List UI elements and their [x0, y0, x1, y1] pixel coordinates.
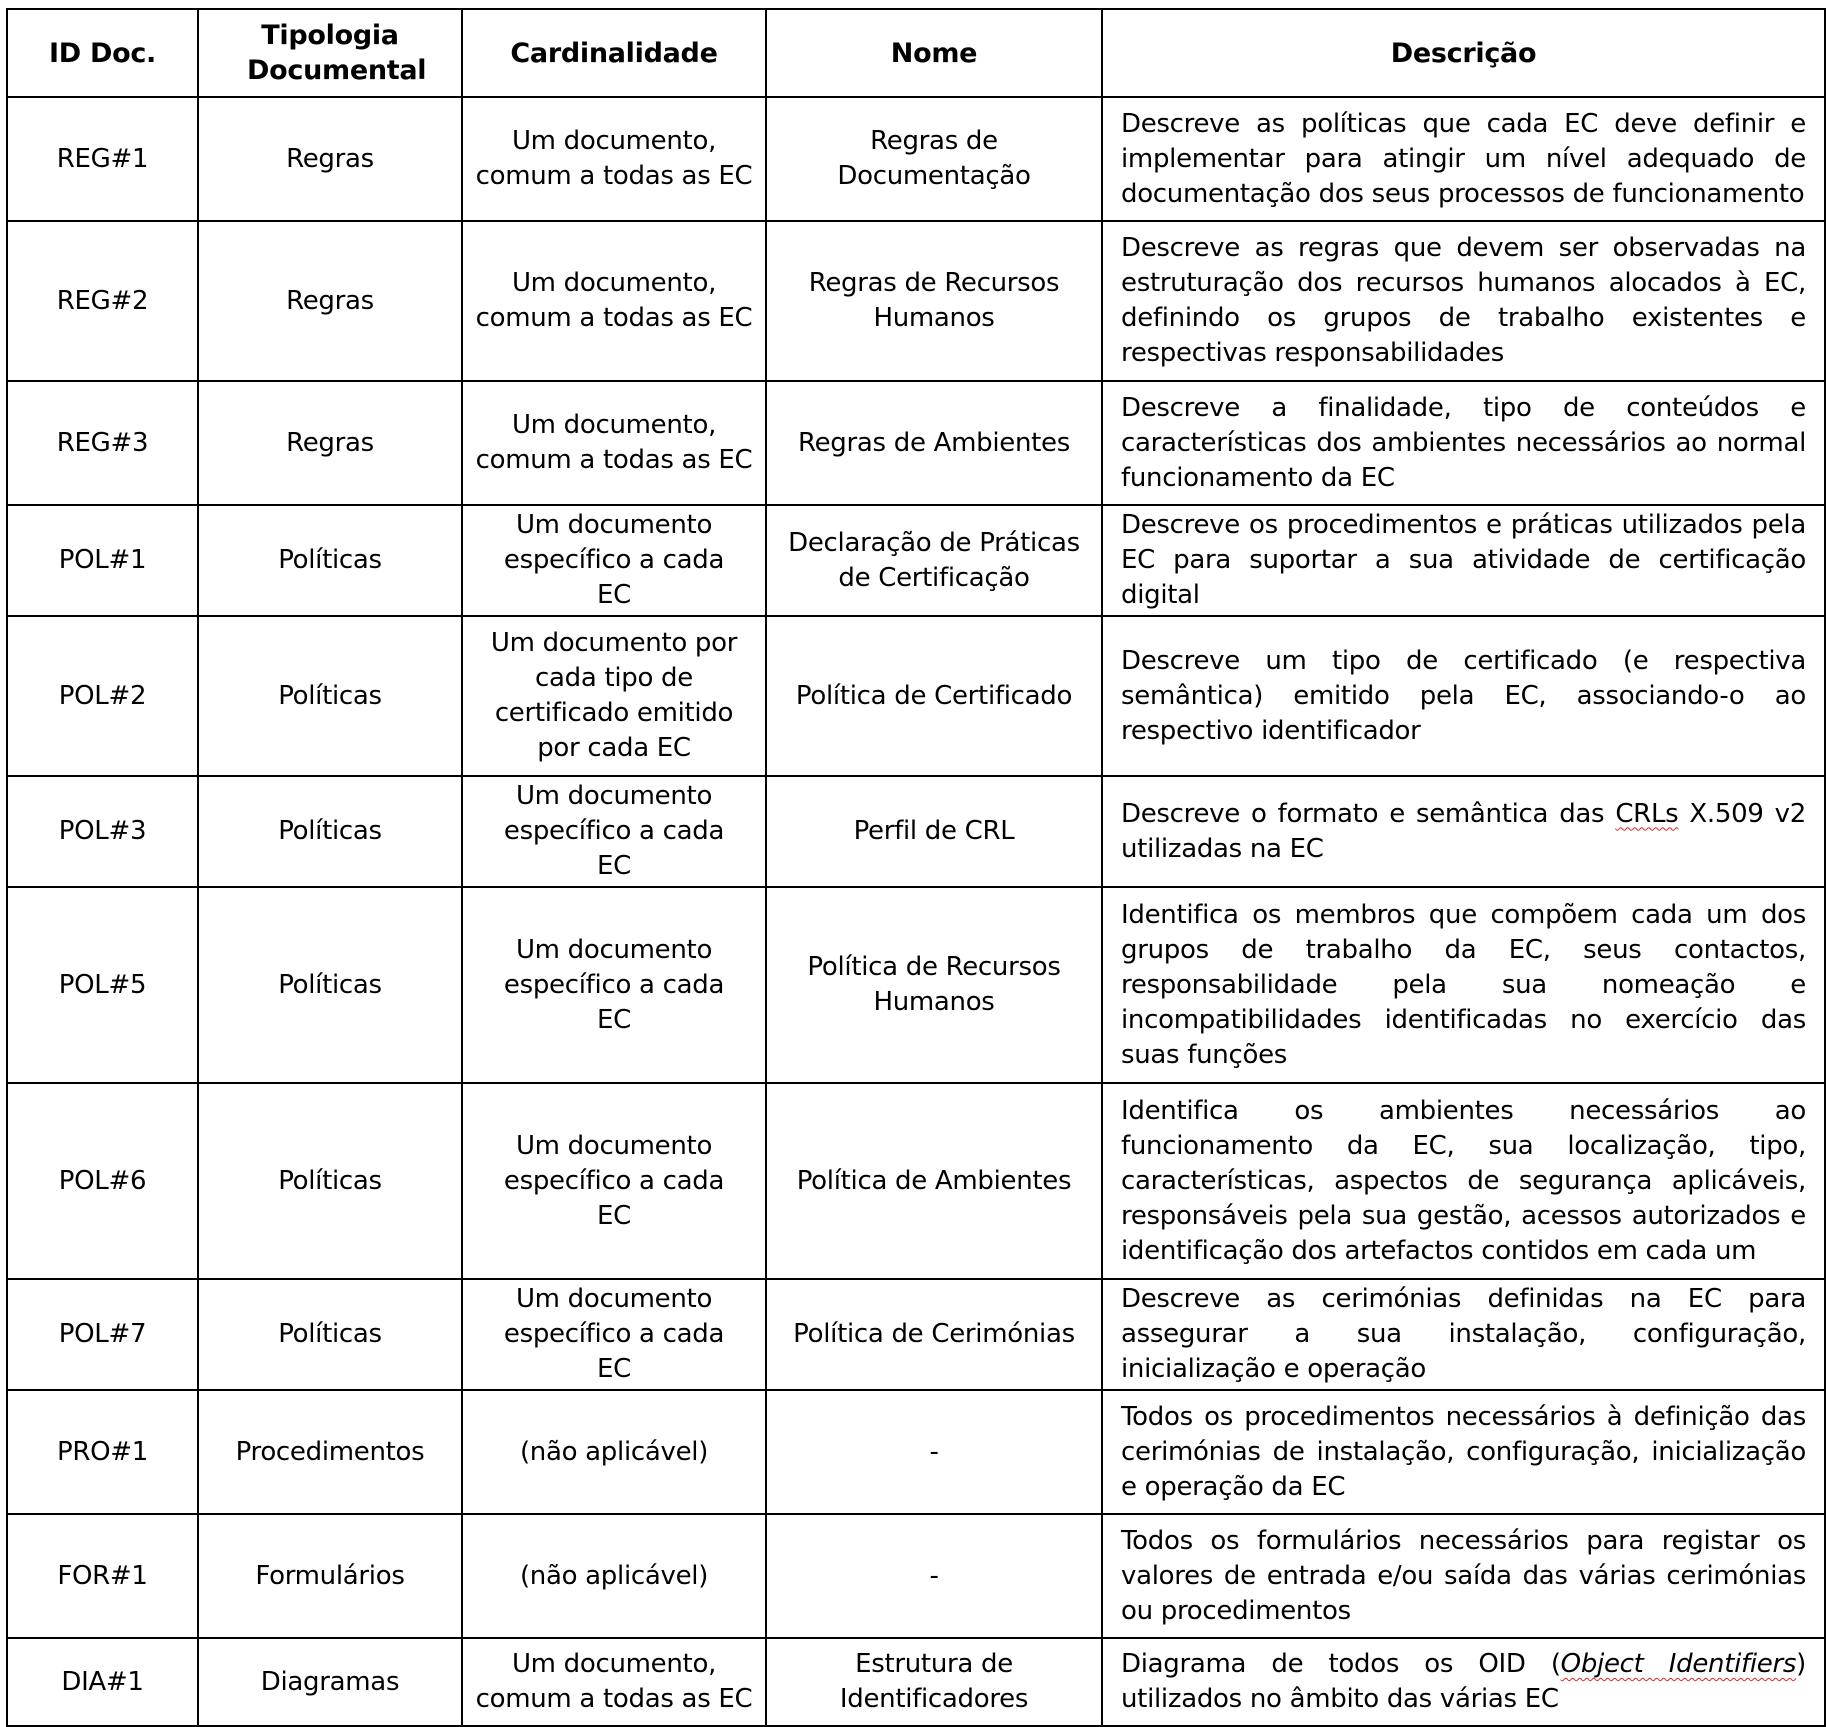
cell-tipologia: Políticas [198, 616, 462, 776]
table-row [7, 221, 1825, 381]
descricao-text-after: X.509 v2 utilizadas na EC [1121, 798, 1806, 864]
cell-nome-text: Regras de Recursos Humanos [808, 268, 1060, 333]
cell-tipologia: Políticas [198, 887, 462, 1083]
cell-nome: Política de Ambientes [766, 1083, 1102, 1279]
cell-id: POL#3 [7, 776, 198, 887]
cell-nome: Declaração de Práticas de Certificação [766, 505, 1102, 616]
header-tipologia [198, 9, 462, 97]
spellcheck-marked-word: CRLs [1615, 798, 1679, 829]
cell-id: POL#2 [7, 616, 198, 776]
header-id-doc: ID Doc. [7, 9, 198, 97]
cell-nome [766, 97, 1102, 221]
cell-tipologia: Regras [198, 381, 462, 505]
cell-nome: - [766, 1514, 1102, 1638]
cell-id: DIA#1 [7, 1638, 198, 1726]
cell-nome-text: Política de Recursos Humanos [807, 952, 1061, 1017]
cell-descricao: Identifica os membros que compõem cada um dos grupos de trabalho da EC, seus contactos, responsabilidade pela sua nomeação e incompatibilidades identificadas no exercício das suas funções [1102, 887, 1825, 1083]
cell-nome-text: Regras de Documentação [837, 126, 1031, 191]
cell-cardinalidade: Um documento, comum a todas as EC [462, 221, 766, 381]
table-row [7, 381, 1825, 505]
cell-id: FOR#1 [7, 1514, 198, 1638]
cell-cardinalidade: Um documento específico a cada EC [462, 1083, 766, 1279]
cell-descricao: Identifica os ambientes necessários ao funcionamento da EC, sua localização, tipo, características, aspectos de segurança aplicáveis, responsáveis pela sua gestão, acessos autorizados e identificação dos artefactos contidos em cada um [1102, 1083, 1825, 1279]
cell-nome: Perfil de CRL [766, 776, 1102, 887]
cell-tipologia: Diagramas [198, 1638, 462, 1726]
cell-id: POL#7 [7, 1279, 198, 1390]
table-row [7, 1514, 1825, 1638]
cell-tipologia: Políticas [198, 505, 462, 616]
cell-tipologia: Formulários [198, 1514, 462, 1638]
table-row [7, 97, 1825, 221]
cell-cardinalidade: Um documento específico a cada EC [462, 505, 766, 616]
cell-cardinalidade: Um documento por cada tipo de certificado emitido por cada EC [462, 616, 766, 776]
cell-tipologia: Políticas [198, 1279, 462, 1390]
table-header-row [7, 9, 1825, 97]
cell-nome: Política de Certificado [766, 616, 1102, 776]
cell-descricao: Todos os procedimentos necessários à definição das cerimónias de instalação, configuração, inicialização e operação da EC [1102, 1390, 1825, 1514]
cell-id: POL#5 [7, 887, 198, 1083]
header-descricao: Descrição [1102, 9, 1825, 97]
table-row [7, 776, 1825, 887]
cell-nome: - [766, 1390, 1102, 1514]
cell-cardinalidade: (não aplicável) [462, 1390, 766, 1514]
cell-cardinalidade: Um documento específico a cada EC [462, 776, 766, 887]
table-row [7, 616, 1825, 776]
cell-nome [766, 1638, 1102, 1726]
cell-descricao [1102, 1638, 1825, 1726]
cell-descricao: Descreve as cerimónias definidas na EC para assegurar a sua instalação, configuração, inicialização e operação [1102, 1279, 1825, 1390]
descricao-text-before: Descreve o formato e semântica das [1121, 798, 1616, 829]
cell-descricao: Descreve a finalidade, tipo de conteúdos e características dos ambientes necessários ao normal funcionamento da EC [1102, 381, 1825, 505]
cell-id: REG#1 [7, 97, 198, 221]
cell-descricao: Descreve as políticas que cada EC deve definir e implementar para atingir um nível adequado de documentação dos seus processos de funcionamento [1102, 97, 1825, 221]
cell-cardinalidade: Um documento, comum a todas as EC [462, 381, 766, 505]
table-row [7, 1390, 1825, 1514]
table-row [7, 887, 1825, 1083]
table-row [7, 1083, 1825, 1279]
cell-cardinalidade: Um documento específico a cada EC [462, 1279, 766, 1390]
documents-table [6, 8, 1826, 1727]
table-row [7, 1279, 1825, 1390]
cell-id: REG#3 [7, 381, 198, 505]
cell-nome [766, 221, 1102, 381]
header-tipologia-text: Tipologia Documental [247, 20, 427, 86]
cell-id: POL#6 [7, 1083, 198, 1279]
header-nome: Nome [766, 9, 1102, 97]
header-cardinalidade: Cardinalidade [462, 9, 766, 97]
cell-tipologia: Políticas [198, 776, 462, 887]
cell-tipologia: Regras [198, 97, 462, 221]
cell-cardinalidade: Um documento, comum a todas as EC [462, 1638, 766, 1726]
cell-cardinalidade: Um documento específico a cada EC [462, 887, 766, 1083]
cell-cardinalidade: Um documento, comum a todas as EC [462, 97, 766, 221]
cell-descricao: Descreve os procedimentos e práticas utilizados pela EC para suportar a sua atividade de certificação digital [1102, 505, 1825, 616]
descricao-text-after: ) utilizados no âmbito das várias EC [1121, 1649, 1806, 1714]
cell-descricao [1102, 776, 1825, 887]
cell-descricao: Descreve as regras que devem ser observadas na estruturação dos recursos humanos alocados à EC, definindo os grupos de trabalho existentes e respectivas responsabilidades [1102, 221, 1825, 381]
table-row [7, 505, 1825, 616]
cell-id: PRO#1 [7, 1390, 198, 1514]
cell-tipologia: Políticas [198, 1083, 462, 1279]
cell-tipologia: Procedimentos [198, 1390, 462, 1514]
descricao-text-before: Diagrama de todos os OID ( [1121, 1649, 1561, 1679]
cell-nome: Política de Cerimónias [766, 1279, 1102, 1390]
cell-tipologia: Regras [198, 221, 462, 381]
cell-descricao: Todos os formulários necessários para registar os valores de entrada e/ou saída das várias cerimónias ou procedimentos [1102, 1514, 1825, 1638]
cell-nome [766, 887, 1102, 1083]
cell-id: REG#2 [7, 221, 198, 381]
table-row [7, 1638, 1825, 1726]
cell-nome: Regras de Ambientes [766, 381, 1102, 505]
cell-descricao: Descreve um tipo de certificado (e respectiva semântica) emitido pela EC, associando-o ao respectivo identificador [1102, 616, 1825, 776]
spellcheck-marked-word: Object Identifiers [1560, 1649, 1797, 1679]
cell-id: POL#1 [7, 505, 198, 616]
cell-cardinalidade: (não aplicável) [462, 1514, 766, 1638]
cell-nome-text: Estrutura de Identificadores [839, 1649, 1029, 1714]
